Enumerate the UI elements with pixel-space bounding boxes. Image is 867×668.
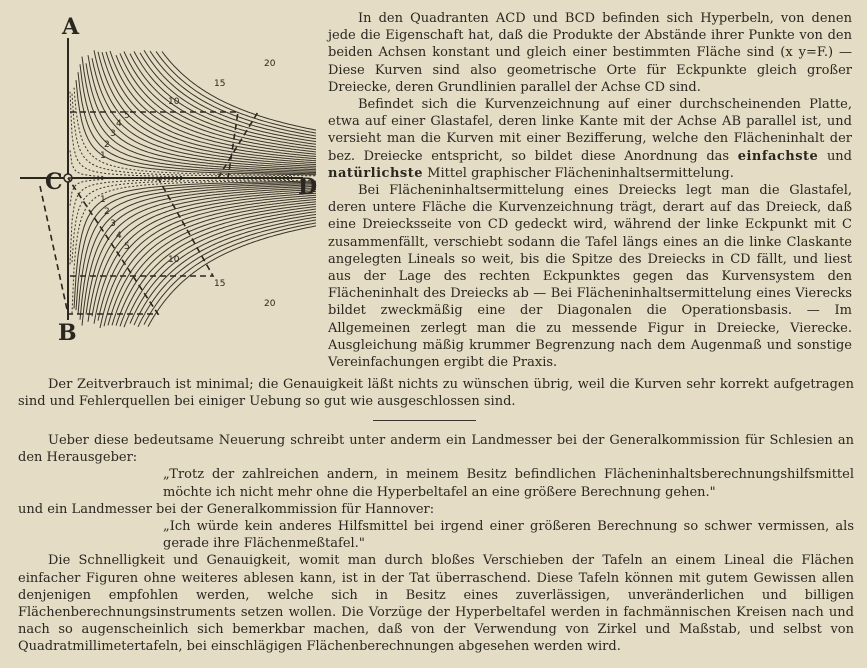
paragraph-glass-plate-text: Befindet sich die Kurvenzeichnung auf einer durchscheinenden Platte, etwa auf einer Glastafel, deren linke Kante mit der Achse AB parallel ist, und versieht man die Kurven mit einer Bezifferung, welche den Flächeninhalt der bez. Dreiecke entspricht, so bildet diese Anordnung das — [328, 97, 852, 164]
paragraph-conclusion: Die Schnelligkeit und Genauigkeit, womit man durch bloßes Verschieben der Tafeln an einem Lineal die Flächen einfacher Figuren ohne weiteres ablesen kann, ist in der Tat überraschend. Diese Tafeln können mit gutem Gewissen allen denjenigen empfohlen werden, welche sich in Besitz eines zuverlässigen, unveränderlichen und billigen Flächenberechnungsinstruments setzen wollen. Die Vorzüge der Hyperbeltafel werden in fachmännischen Kreisen nach und nach so augenscheinlich sich bemerkbar machen, daß von der Verwendung von Zirkel und Maßstab, und selbst von Quadratmillimetertafeln, bei einschlägigen Flächenberechnungen abgesehen werden wird. — [18, 553, 854, 655]
lower-hyperbola-12 — [92, 191, 316, 316]
quote-silesia: „Trotz der zahlreichen andern, in meinem Besitz befindlichen Flächeninhaltsberechnungshilfsmittel möchte ich nicht mehr ohne die Hyperbeltafel an eine größere Berechnung gehen." — [163, 467, 854, 500]
lower-curve-number: 2 — [104, 207, 110, 217]
section-divider — [373, 420, 476, 421]
hyperbola-figure — [18, 8, 318, 348]
upper-hyperbola-26 — [162, 52, 316, 131]
lower-hyperbola-24 — [138, 220, 316, 327]
upper-hyperbola-25 — [156, 51, 316, 133]
lower-hyperbola-1 — [70, 180, 104, 206]
lower-curve-number: 1 — [100, 195, 106, 205]
lower-hyperbola-6 — [76, 182, 316, 310]
paragraph-glass-plate — [328, 96, 852, 182]
paragraph-hanover-intro: und ein Landmesser bei der Generalkommission für Hannover: — [18, 501, 435, 517]
lower-hyperbola-23 — [134, 217, 316, 325]
upper-hyperbola-20 — [130, 54, 316, 147]
lower-hyperbola-19 — [116, 207, 316, 326]
paragraph-hyperbolas: In den Quadranten ACD und BCD befinden sich Hyperbeln, von denen jede die Eigenschaft hat, daß die Produkte der Abstände ihrer Punkte von den beiden Achsen konstant und gleich einer bestimmten Fläche sind (x y=F.) — Diese Kurven sind also geometrische Orte für Eckpunkte gleich großer Dreiecke, deren Grundlinien parallel der Achse CD sind. — [328, 11, 852, 95]
hyperbola-diagram — [18, 8, 318, 348]
upper-hyperbola-22 — [140, 53, 316, 142]
upper-curve-number: 2 — [104, 140, 110, 150]
lower-hyperbola-22 — [130, 214, 316, 323]
lower-curve-number: 3 — [110, 219, 116, 229]
lower-curve-number: 20 — [264, 299, 276, 309]
block-time-consumption — [18, 376, 854, 410]
upper-hyperbola-19 — [124, 52, 316, 150]
upper-curve-number: 5 — [124, 111, 130, 121]
label-b: B — [58, 320, 77, 346]
lower-curve-number: 15 — [214, 279, 226, 289]
label-a: A — [62, 14, 80, 40]
emphasis-most-natural: natürlichste — [328, 165, 424, 181]
lower-curve-number: 4 — [116, 231, 122, 241]
upper-curve-number: 10 — [168, 97, 180, 107]
upper-hyperbola-13 — [98, 52, 316, 163]
paragraph-time-consumption: Der Zeitverbrauch ist minimal; die Genauigkeit läßt nichts zu wünschen übrig, weil die Kurven sehr korrekt aufgetragen sind und Fehlerquellen bei einiger Uebung so gut wie ausgeschlossen sind. — [18, 377, 854, 410]
lower-hyperbola-16 — [104, 200, 316, 327]
lower-hyperbola-17 — [108, 202, 316, 326]
upper-hyperbola-16 — [110, 51, 316, 157]
upper-hyperbola-1 — [70, 151, 104, 177]
upper-curve-number: 4 — [116, 119, 122, 129]
paragraph-procedure: Bei Flächeninhaltsermittelung eines Dreiecks legt man die Glastafel, deren untere Fläche die Kurvenzeichnung trägt, derart auf das Dreieck, daß eine Dreiecksseite von CD gedeckt wird, während der linke Eckpunkt mit C zusammenfällt, verschiebt sodann die Tafel längs eines an die linke Claskante angelegten Lineals so weit, bis die Spitze des Dreiecks in CD fällt, und liest aus der Lage des rechten Eckpunktes gegen das Kurvensystem den Flächeninhalt des Dreiecks ab — Bei Flächeninhaltsermittelung eines Vierecks bildet zweckmäßig eine der Diagonalen die Operationsbasis. — Im Allgemeinen zerlegt man die zu messende Figur in Dreiecke, Vierecke. Ausgleichung mäßig krummer Begrenzung nach dem Augenmaß und sonstige Vereinfachungen ergibt die Praxis. — [328, 183, 852, 371]
emphasis-simplest: einfachste — [737, 148, 819, 164]
lower-curve-number: 5 — [124, 242, 130, 252]
upper-curve-number: 15 — [214, 79, 226, 89]
upper-curve-number: 20 — [264, 59, 276, 69]
paragraph-glass-plate-end: Mittel graphischer Flächeninhaltsermittelung. — [427, 165, 734, 181]
block-testimonials — [18, 432, 854, 656]
upper-curve-number: 3 — [110, 129, 116, 139]
label-c: C — [45, 169, 63, 195]
lower-hyperbola-3 — [72, 180, 292, 263]
upper-hyperbola-9 — [86, 63, 316, 169]
right-column — [328, 10, 852, 371]
quote-hanover: „Ich würde kein anderes Hilfsmittel bei irgend einer größeren Berechnung so schwer vermissen, als gerade ihre Flächenmeßtafel." — [163, 519, 854, 552]
lower-curve-number: 10 — [168, 255, 180, 265]
upper-curve-number: 1 — [100, 151, 106, 161]
label-d: D — [298, 174, 318, 200]
paragraph-testimonial-intro: Ueber diese bedeutsame Neuerung schreibt unter anderm ein Landmesser bei der Generalkommission für Schlesien an den Herausgeber: — [18, 433, 854, 466]
lower-hyperbola-20 — [120, 209, 316, 326]
conjunction-and: und — [826, 148, 853, 164]
upper-hyperbola-3 — [72, 94, 292, 177]
